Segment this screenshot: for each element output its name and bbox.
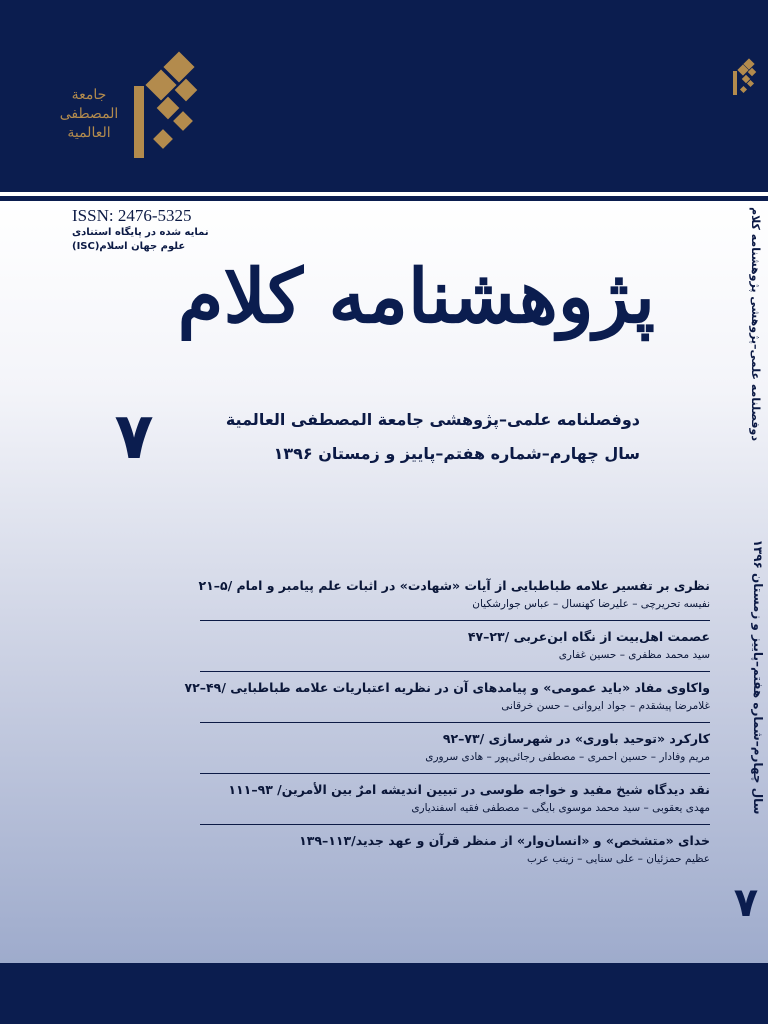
toc-article-title: کارکرد «توحید باوری» در شهرسازی /۷۳–۹۲ — [442, 731, 710, 746]
toc-item — [200, 825, 710, 875]
index-line-2: علوم جهان اسلام(ISC) — [72, 241, 186, 252]
toc-article-title: نقد دیدگاه شیخ مفید و خواجه طوسی در تبیین اندیشه امرٌ بین الأمرین/ ۹۳–۱۱۱ — [228, 782, 710, 797]
toc-article-authors: مهدی یعقوبی – سید محمد موسوی بایگی – مصطفی فقیه اسفندیاری — [411, 802, 710, 814]
toc-article-authors: مریم وفادار – حسین احمری – مصطفی رجائی‌پور – هادی سروری — [425, 751, 710, 763]
toc-item — [200, 723, 710, 774]
spine-issue-number: ۷ — [733, 880, 759, 926]
toc-article-title: خدای «متشخص» و «انسان‌وار» از منظر قرآن و عهد جدید/۱۱۳–۱۳۹ — [299, 833, 710, 848]
journal-title: پژوهشنامه کلام — [177, 254, 655, 340]
toc-item — [200, 774, 710, 825]
logo-wordmark — [58, 86, 120, 143]
toc-article-authors: غلامرضا پیشقدم – جواد ایروانی – حسن خرقانی — [501, 700, 710, 712]
al-mustafa-logo-small-icon — [732, 60, 758, 96]
journal-subtitle: دوفصلنامه علمی–پژوهشی جامعة المصطفى العالمية — [225, 410, 640, 429]
toc-item — [184, 672, 710, 723]
toc-article-title: واکاوی مفاد «باید عمومی» و پیامدهای آن در نظریه اعتباریات علامه طباطبایی /۴۹–۷۲ — [184, 680, 710, 695]
spine-issue-info: سال چهارم–شماره هفتم–پاییز و زمستان ۱۳۹۶ — [751, 539, 765, 815]
toc-item — [200, 621, 710, 672]
toc-article-title: نظری بر تفسیر علامه طباطبایی از آیات «شهادت» در اثبات علم پیامبر و امام /۵–۲۱ — [198, 578, 710, 593]
logo-text-line-3: العالمية — [67, 125, 111, 141]
toc-article-authors: سید محمد مظفری – حسین غفاری — [558, 649, 710, 661]
index-line-1: نمایه شده در پایگاه استنادی — [72, 227, 209, 238]
toc-article-authors: عظیم حمزئیان – علی سنایی – زینب عرب — [526, 853, 710, 865]
spine-journal-name: دوفصلنامه علمی–پژوهشی پژوهشنامه کلام — [749, 207, 762, 441]
logo-text-line-1: جامعة — [71, 87, 107, 103]
issue-info: سال چهارم–شماره هفتم–پاییز و زمستان ۱۳۹۶ — [273, 444, 640, 463]
table-of-contents — [184, 570, 710, 875]
bottom-navy-band — [0, 963, 768, 1024]
issue-number: ۷ — [114, 400, 154, 474]
toc-item — [200, 570, 710, 621]
al-mustafa-logo-icon — [130, 56, 202, 160]
toc-article-title: عصمت اهل‌بیت از نگاه ابن‌عربی /۲۳–۴۷ — [467, 629, 710, 644]
issn-number: ISSN: 2476-5325 — [72, 206, 192, 225]
toc-article-authors: نفیسه تحریرچی – علیرضا کهنسال – عباس جوارشکیان — [472, 598, 710, 610]
logo-text-line-2: المصطفى — [59, 106, 119, 122]
